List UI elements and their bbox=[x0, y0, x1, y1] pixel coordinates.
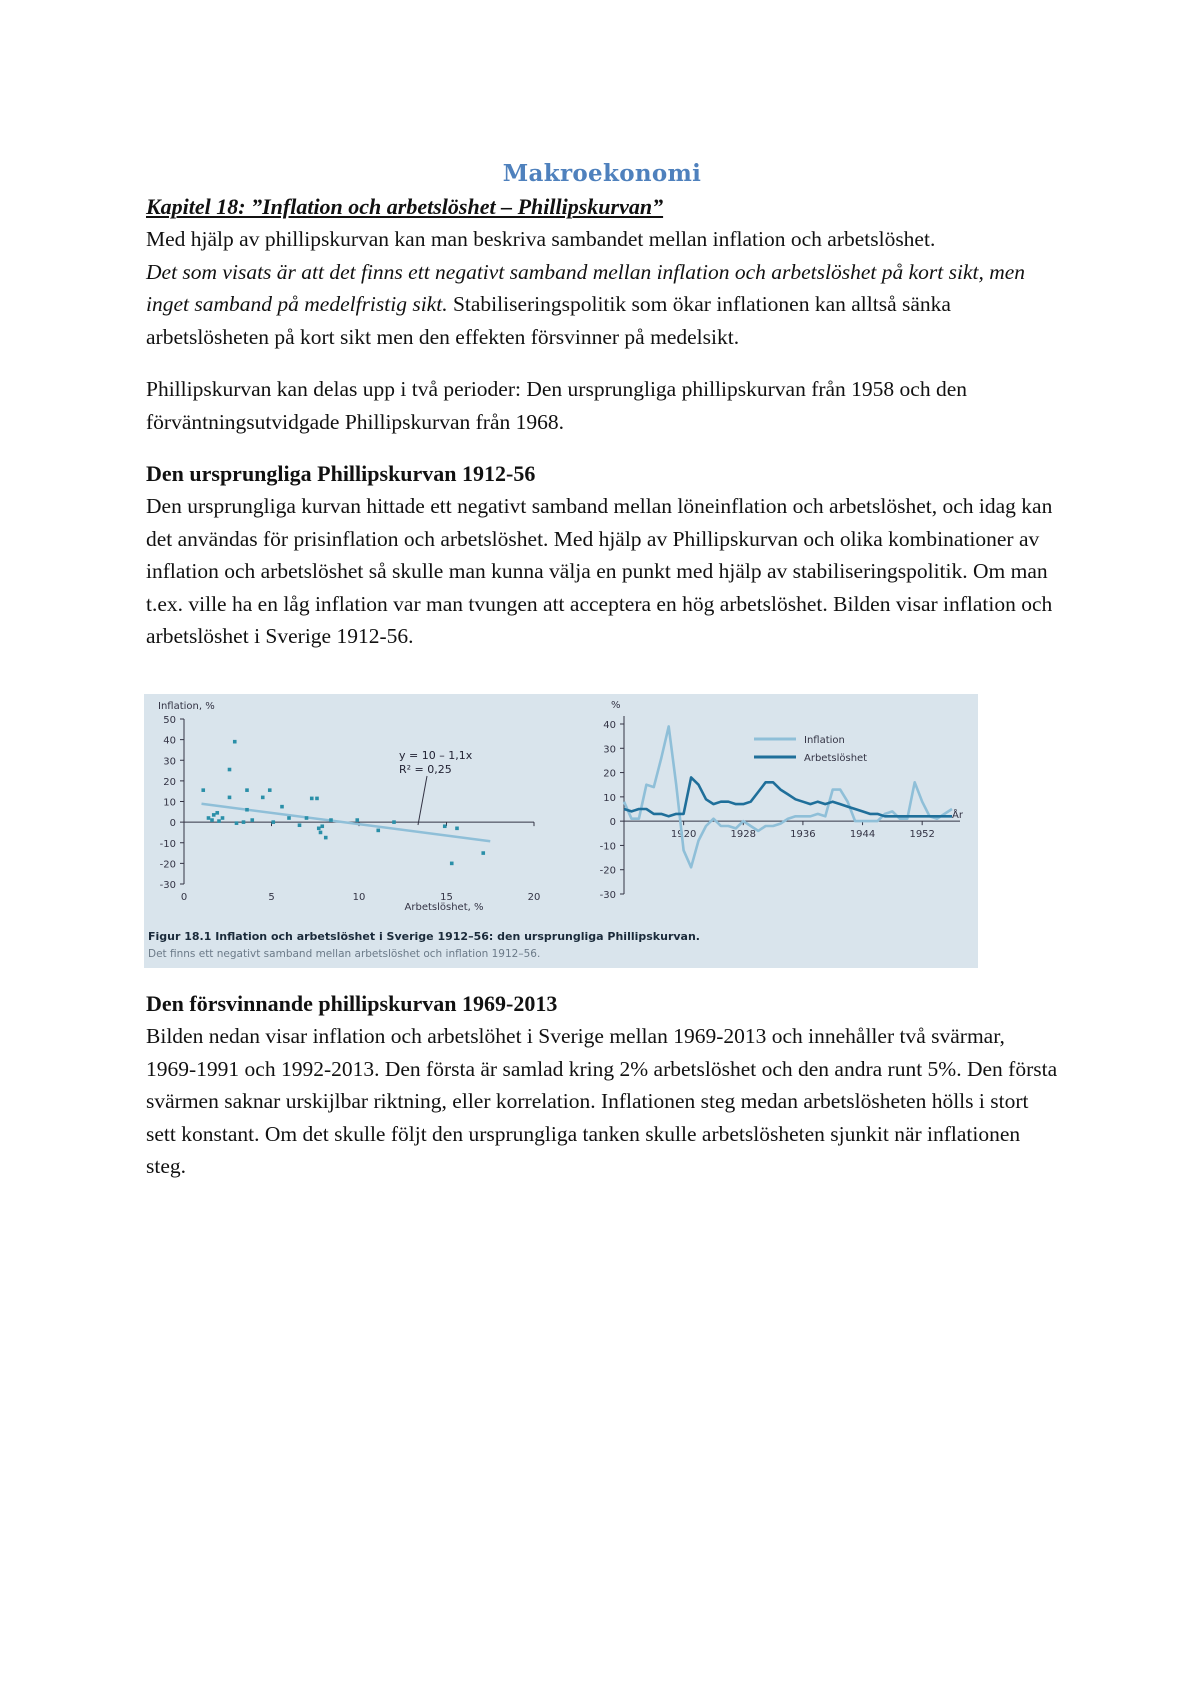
scatter-point bbox=[268, 788, 272, 792]
scatter-y-tick-label: 10 bbox=[163, 797, 176, 809]
line-y-tick-label: 20 bbox=[603, 768, 616, 780]
scatter-point bbox=[207, 816, 211, 820]
scatter-point bbox=[250, 818, 254, 822]
line-series-inflation bbox=[624, 726, 952, 867]
intro-paragraph-2: Phillipskurvan kan delas upp i två perioder: Den ursprungliga phillipskurvan från 1958 och den förväntningsutvidgade Phillipskurvan från 1968. bbox=[146, 377, 968, 434]
intro-text-italic: Det som visats är att det finns ett negativt samband mellan inflation och arbetslöshet på kort sikt, men inget samband på medelfristig sikt. bbox=[146, 259, 1026, 316]
section2 bbox=[146, 988, 1058, 1183]
scatter-point bbox=[392, 820, 396, 824]
scatter-x-tick-label: 10 bbox=[352, 892, 366, 903]
legend-inflation-label: Inflation bbox=[804, 735, 845, 746]
line-x-tick-label: 1920 bbox=[670, 829, 697, 841]
scatter-y-tick-label: 50 bbox=[163, 715, 176, 726]
chapter-heading: Kapitel 18: ”Inflation och arbetslöshet – Phillipskurvan” bbox=[146, 194, 664, 219]
line-x-axis-label: År bbox=[952, 810, 963, 821]
scatter-point bbox=[455, 827, 459, 831]
scatter-point bbox=[221, 816, 225, 820]
line-y-tick-label: -30 bbox=[599, 890, 616, 901]
intro-paragraph-1 bbox=[146, 223, 1058, 353]
scatter-point bbox=[355, 818, 359, 822]
line-series-arbetsloshet bbox=[624, 777, 952, 816]
section1-heading: Den ursprungliga Phillipskurvan 1912-56 bbox=[146, 461, 536, 486]
line-x-tick-label: 1936 bbox=[790, 829, 816, 841]
scatter-x-tick-label: 0 bbox=[180, 892, 188, 903]
scatter-point bbox=[271, 820, 275, 824]
line-x-tick-label: 1928 bbox=[730, 829, 756, 841]
section2-heading: Den försvinnande phillipskurvan 1969-2013 bbox=[146, 991, 558, 1016]
intro-text-plain: Med hjälp av phillipskurvan kan man beskriva sambandet mellan inflation och arbetslöshet. bbox=[146, 227, 936, 251]
scatter-y-tick-label: -20 bbox=[159, 859, 176, 871]
document-body bbox=[146, 160, 1058, 653]
scatter-point bbox=[450, 862, 454, 866]
scatter-point bbox=[228, 768, 232, 772]
line-y-tick-label: -20 bbox=[599, 865, 616, 877]
scatter-point bbox=[212, 813, 216, 817]
line-y-axis-label: % bbox=[611, 700, 621, 711]
line-y-tick-label: 40 bbox=[603, 720, 616, 731]
scatter-point bbox=[235, 821, 239, 825]
line-x-tick-label: 1952 bbox=[909, 829, 935, 841]
trendline-r-squared: R² = 0,25 bbox=[399, 763, 452, 776]
scatter-point bbox=[317, 827, 321, 831]
figure-18-1 bbox=[144, 694, 978, 968]
scatter-point bbox=[376, 829, 380, 833]
scatter-point bbox=[319, 831, 323, 835]
page-title: Makroekonomi bbox=[502, 160, 702, 187]
scatter-point bbox=[242, 820, 246, 824]
section2-paragraph: Bilden nedan visar inflation och arbetslöhet i Sverige mellan 1969-2013 och innehåller två svärmar, 1969-1991 och 1992-2013. Den första är samlad kring 2% arbetslöshet och den andra runt 5%. Den första svärmen saknar urskijlbar riktning, eller korrelation. Inflationen steg medan arbetslösheten hölls i stort sett konstant. Om det skulle följt den ursprungliga tanken skulle arbetslösheten sjunkit när inflationen steg. bbox=[146, 1024, 1058, 1178]
scatter-point bbox=[245, 808, 249, 812]
scatter-point bbox=[315, 797, 319, 801]
section1-paragraph: Den ursprungliga kurvan hittade ett negativt samband mellan löneinflation och arbetslöshet, och idag kan det användas för prisinflation och arbetslöshet. Med hjälp av Phillipskurvan och olika kombinationer av inflation och arbetslöshet så skulle man kunna välja en punkt med hjälp av stabiliseringspolitik. Om man t.ex. ville ha en låg inflation var man tvungen att acceptera en hög arbetslöshet. Bilden visar inflation och arbetslöshet i Sverige 1912-56. bbox=[146, 494, 1053, 648]
scatter-point bbox=[261, 796, 265, 800]
scatter-y-axis-label: Inflation, % bbox=[158, 701, 215, 712]
scatter-x-tick-label: 20 bbox=[527, 892, 541, 903]
scatter-point bbox=[324, 836, 328, 840]
figure-svg bbox=[144, 694, 978, 968]
scatter-y-tick-label: 20 bbox=[163, 776, 176, 788]
scatter-point bbox=[287, 816, 291, 820]
scatter-x-axis-label: Arbetslöshet, % bbox=[404, 902, 484, 913]
figure-caption-title: Figur 18.1 Inflation och arbetslöshet i Sverige 1912–56: den ursprungliga Phillipskurvan. bbox=[148, 930, 700, 943]
line-y-tick-label: -10 bbox=[599, 841, 616, 853]
scatter-point bbox=[481, 851, 485, 855]
scatter-point bbox=[210, 818, 214, 822]
scatter-point bbox=[305, 816, 309, 820]
scatter-y-tick-label: 30 bbox=[163, 756, 176, 768]
scatter-y-tick-label: 0 bbox=[169, 818, 176, 830]
scatter-y-tick-label: -30 bbox=[159, 880, 176, 891]
scatter-chart bbox=[158, 701, 540, 913]
scatter-point bbox=[233, 740, 237, 744]
line-x-tick-label: 1944 bbox=[849, 829, 876, 841]
scatter-point bbox=[298, 823, 302, 827]
figure-caption-subtitle: Det finns ett negativt samband mellan arbetslöshet och inflation 1912–56. bbox=[148, 948, 541, 960]
scatter-x-tick-label: 15 bbox=[440, 892, 453, 903]
scatter-point bbox=[228, 796, 232, 800]
scatter-point bbox=[320, 824, 324, 828]
line-chart bbox=[600, 700, 964, 901]
line-y-tick-label: 10 bbox=[603, 792, 616, 804]
scatter-y-tick-label: 40 bbox=[163, 735, 176, 747]
scatter-point bbox=[245, 788, 249, 792]
scatter-point bbox=[310, 797, 314, 801]
intro-text-rest: Stabiliseringspolitik som ökar inflationen kan alltså sänka arbetslösheten på kort sikt men den effekten försvinner på medelsikt. bbox=[146, 292, 951, 349]
scatter-point bbox=[201, 788, 205, 792]
annotation-pointer bbox=[418, 776, 427, 825]
line-y-tick-label: 30 bbox=[603, 744, 616, 756]
scatter-point bbox=[215, 811, 219, 815]
scatter-y-tick-label: -10 bbox=[159, 838, 176, 850]
scatter-point bbox=[280, 805, 284, 809]
trendline-equation: y = 10 – 1,1x bbox=[399, 749, 473, 762]
scatter-point bbox=[443, 824, 447, 828]
scatter-point bbox=[217, 819, 221, 823]
legend-unemployment-label: Arbetslöshet bbox=[804, 753, 868, 764]
line-y-tick-label: 0 bbox=[609, 817, 616, 829]
scatter-point bbox=[329, 818, 333, 822]
scatter-x-tick-label: 5 bbox=[268, 892, 275, 903]
